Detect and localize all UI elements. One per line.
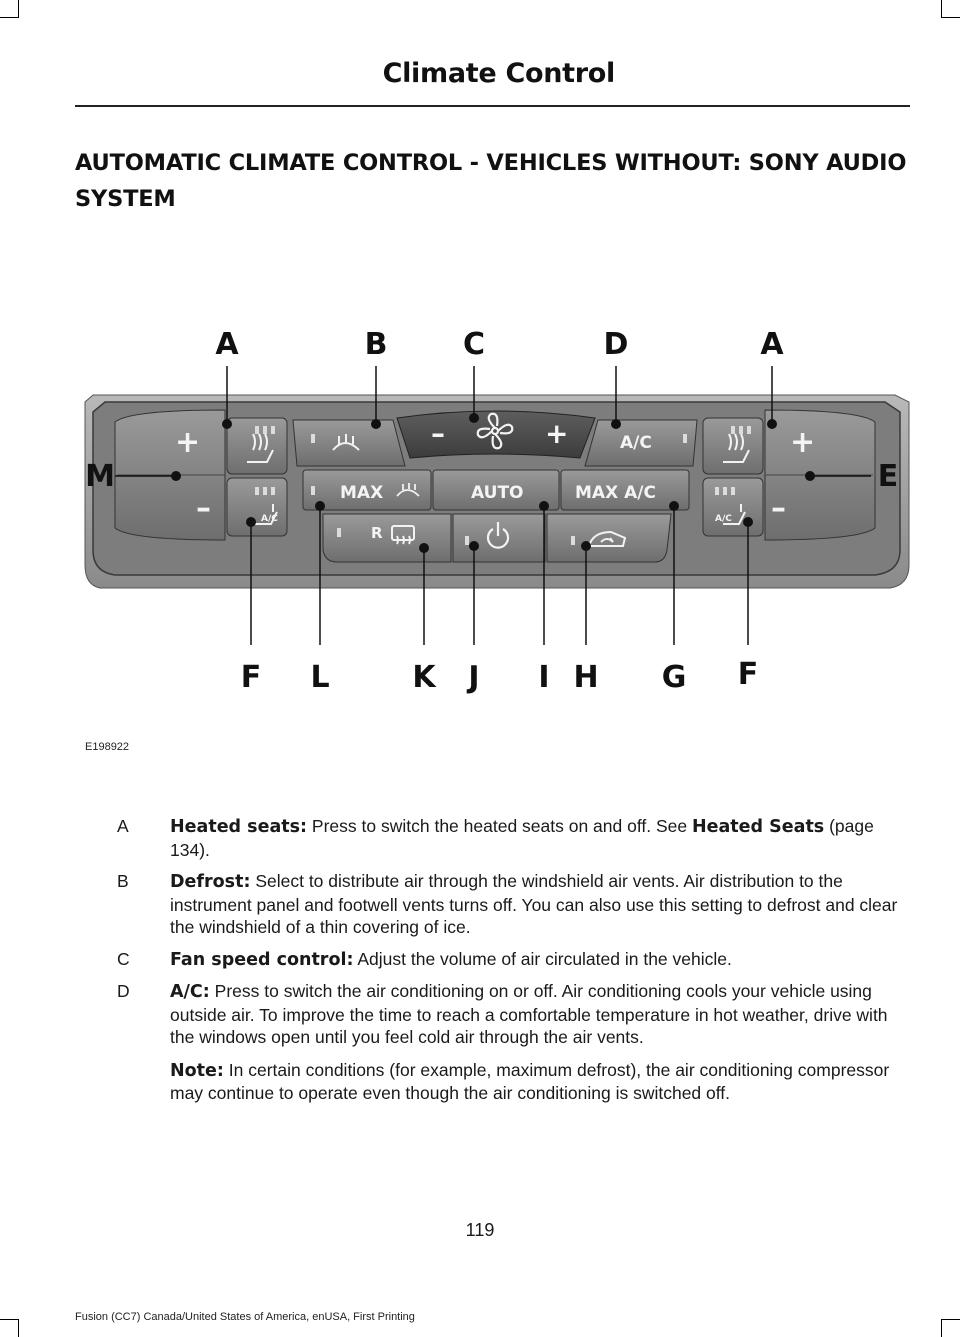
note-text: In certain conditions (for example, maximum defrost), the air conditioning compressor may continue to operate even though the air conditioning is switched off. <box>170 1059 890 1103</box>
description-item <box>75 815 905 861</box>
fan-plus-label: + <box>545 417 569 450</box>
crop-mark <box>941 1319 960 1320</box>
callout-label: F <box>240 660 262 695</box>
left-plus-label: + <box>175 425 201 460</box>
description-item <box>75 980 905 1049</box>
description-key: D <box>117 981 130 1001</box>
left-seat-ac-label: A/C <box>261 514 278 524</box>
callout-label: I <box>538 660 550 695</box>
description-text: Select to distribute air through the windshield air vents. Air distribution to the instrument panel and footwell vents turns off. You can also use this setting to defrost and clear the windshield of a thin covering of ice. <box>170 871 898 937</box>
page-footer: Fusion (CC7) Canada/United States of America, enUSA, First Printing <box>75 1311 415 1323</box>
description-item <box>75 870 905 939</box>
description-text: Adjust the volume of air circulated in the vehicle. <box>353 948 732 969</box>
crop-mark <box>18 1319 19 1337</box>
description-key: B <box>117 871 129 891</box>
crop-mark <box>0 17 19 18</box>
callout-label: C <box>462 327 486 362</box>
callout-label: E <box>877 459 899 494</box>
note-label: Note: <box>170 1060 224 1081</box>
callout-label: F <box>737 657 759 692</box>
description-text: Press to switch the heated seats on and off. See <box>307 816 692 836</box>
max-defrost-button-label: MAX <box>340 483 384 503</box>
cross-reference-page: (page 134). <box>170 816 874 860</box>
left-minus-label: – <box>196 491 211 526</box>
header-rule <box>75 105 910 107</box>
right-plus-label: + <box>790 425 816 460</box>
fan-minus-label: – <box>431 417 445 450</box>
callout-label: A <box>760 327 784 362</box>
description-key: C <box>117 948 130 969</box>
crop-mark <box>941 17 960 18</box>
callout-label: B <box>364 327 388 362</box>
cross-reference-link[interactable]: Heated Seats <box>691 817 825 837</box>
page-header-title: Climate Control <box>382 58 615 89</box>
crop-mark <box>0 1319 19 1320</box>
callout-label: M <box>85 459 115 494</box>
rear-defrost-label: R <box>371 524 383 542</box>
ac-button-label: A/C <box>620 433 652 453</box>
callout-descriptions <box>75 815 905 1105</box>
description-term: Defrost: <box>170 872 251 892</box>
max-ac-button-label: MAX A/C <box>575 483 656 503</box>
section-title: AUTOMATIC CLIMATE CONTROL - VEHICLES WITHOUT: SONY AUDIO SYSTEM <box>75 150 907 212</box>
climate-control-panel-figure <box>75 300 915 780</box>
description-item <box>75 948 905 972</box>
description-term: A/C: <box>170 982 210 1002</box>
callout-label: K <box>412 660 436 695</box>
right-seat-ac-label: A/C <box>715 514 732 524</box>
callout-label: L <box>310 660 330 695</box>
panel-illustration <box>75 300 915 770</box>
description-term: Heated seats: <box>170 817 308 837</box>
right-minus-label: – <box>771 491 786 526</box>
crop-mark <box>18 0 19 18</box>
note <box>75 1059 905 1105</box>
crop-mark <box>941 0 942 18</box>
description-key: A <box>117 816 129 836</box>
callout-label: J <box>468 660 480 695</box>
description-term: Fan speed control: <box>170 949 354 970</box>
callout-label: D <box>603 327 629 362</box>
callout-label: H <box>573 660 599 695</box>
callout-label: G <box>661 660 687 695</box>
page-number: 119 <box>465 1220 495 1240</box>
figure-code: E198922 <box>85 741 130 753</box>
crop-mark <box>941 1319 942 1337</box>
auto-button-label: AUTO <box>471 483 524 503</box>
description-text: Press to switch the air conditioning on or off. Air conditioning cools your vehicle using outside air. To improve the time to reach a comfortable temperature in hot weather, drive with the windows open until you feel cold air through the air vents. <box>170 981 888 1047</box>
callout-label: A <box>215 327 239 362</box>
